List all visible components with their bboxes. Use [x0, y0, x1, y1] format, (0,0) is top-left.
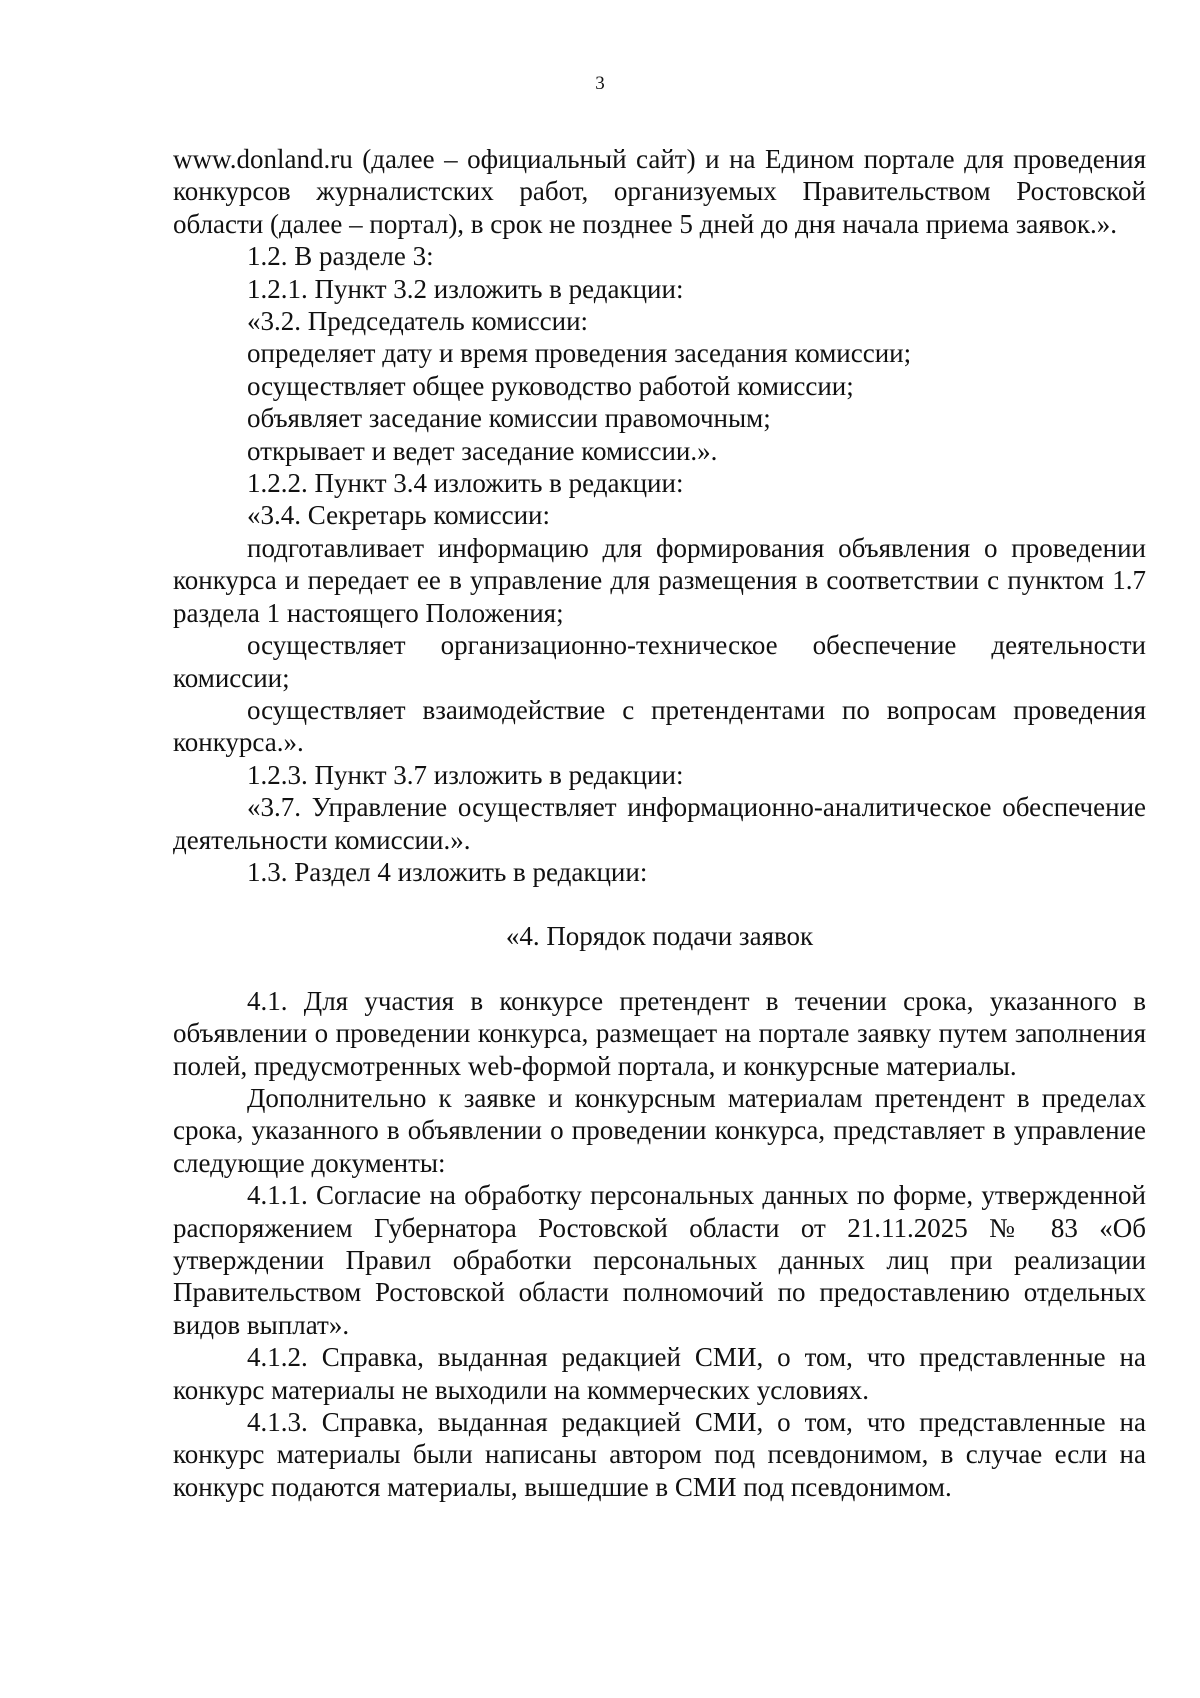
page-number: 3: [595, 73, 605, 94]
paragraph-secretary-duty-2: осуществляет организационно-техническое обеспечение деятельности комиссии;: [173, 630, 1146, 693]
paragraph-3-2: «3.2. Председатель комиссии:: [247, 306, 589, 337]
document-body: [173, 143, 1146, 1503]
paragraph-1-3: 1.3. Раздел 4 изложить в редакции:: [247, 856, 648, 887]
paragraph-4-1-3: 4.1.3. Справка, выданная редакцией СМИ, о том, что представленные на конкурс материалы были написаны автором под псевдонимом, в случае если на конкурс подаются материалы, вышедшие в СМИ под псевдонимом.: [173, 1407, 1146, 1502]
paragraph-1-2-3: 1.2.3. Пункт 3.7 изложить в редакции:: [247, 759, 684, 790]
paragraph-1-2: 1.2. В разделе 3:: [247, 241, 434, 272]
paragraph-secretary-duty-3: осуществляет взаимодействие с претендентами по вопросам проведения конкурса.».: [173, 694, 1146, 758]
section-heading: «4. Порядок подачи заявок: [505, 921, 814, 952]
paragraph-3-4: «3.4. Секретарь комиссии:: [247, 500, 550, 531]
paragraph-4-1-2: 4.1.2. Справка, выданная редакцией СМИ, о том, что представленные на конкурс материалы не выходили на коммерческих условиях.: [173, 1342, 1146, 1405]
paragraph-chair-duty-4: открывает и ведет заседание комиссии.».: [247, 435, 718, 466]
paragraph-secretary-duty-1: подготавливает информацию для формирования объявления о проведении конкурса и передает ее в управление для размещения в соответствии с пунктом 1.7 раздела 1 настоящего Положения;: [173, 532, 1146, 628]
paragraph-continuation: www.donland.ru (далее – официальный сайт) и на Едином портале для проведения конкурсов журналистских работ, организуемых Правительством Ростовской области (далее – портал), в срок не позднее 5 дней до дня начала приема заявок.».: [173, 144, 1146, 239]
paragraph-1-2-2: 1.2.2. Пункт 3.4 изложить в редакции:: [247, 468, 684, 499]
paragraph-chair-duty-1: определяет дату и время проведения заседания комиссии;: [247, 338, 912, 369]
paragraph-4-1: 4.1. Для участия в конкурсе претендент в течении срока, указанного в объявлении о проведении конкурса, размещает на портале заявку путем заполнения полей, предусмотренных web-формой портала, и конкурсные материалы.: [173, 985, 1146, 1081]
paragraph-chair-duty-3: объявляет заседание комиссии правомочным;: [247, 403, 771, 434]
paragraph-3-7: «3.7. Управление осуществляет информационно-аналитическое обеспечение деятельности комиссии.».: [173, 792, 1146, 855]
paragraph-1-2-1: 1.2.1. Пункт 3.2 изложить в редакции:: [247, 273, 684, 304]
paragraph-chair-duty-2: осуществляет общее руководство работой комиссии;: [247, 370, 854, 401]
paragraph-additional-documents: Дополнительно к заявке и конкурсным материалам претендент в пределах срока, указанного в объявлении о проведении конкурса, представляет в управление следующие документы:: [173, 1082, 1146, 1178]
paragraph-4-1-1: 4.1.1. Согласие на обработку персональных данных по форме, утвержденной распоряжением Губернатора Ростовской области от 21.11.2025 № 83 «Об утверждении Правил обработки персональных данных лиц при реализации Правительством Ростовской области полномочий по предоставлению отдельных видов выплат».: [173, 1180, 1146, 1340]
